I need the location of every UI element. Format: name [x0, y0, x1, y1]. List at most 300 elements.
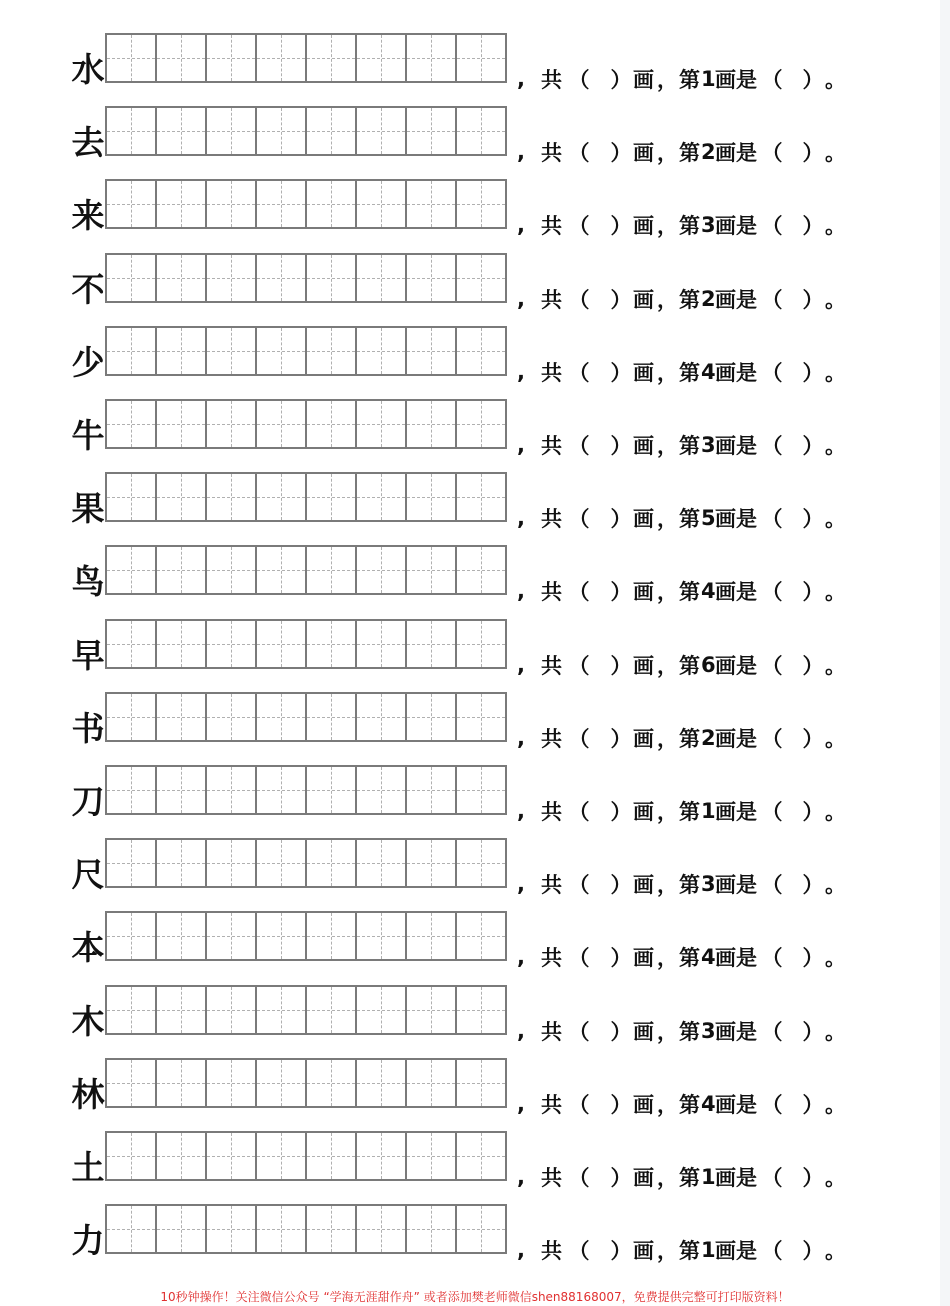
writing-cell[interactable] [357, 1060, 407, 1106]
stroke-number: 4 [701, 945, 716, 969]
writing-cell[interactable] [307, 1206, 357, 1252]
writing-cell[interactable] [407, 913, 457, 959]
writing-cell[interactable] [157, 35, 207, 81]
answer-open-paren: （ [761, 288, 783, 312]
writing-cell[interactable] [257, 35, 307, 81]
writing-cell[interactable] [357, 401, 407, 447]
writing-cell[interactable] [257, 328, 307, 374]
writing-cell[interactable] [107, 621, 157, 667]
comma: ， [657, 507, 678, 531]
writing-grid[interactable] [105, 619, 507, 669]
writing-cell[interactable] [407, 621, 457, 667]
writing-cell[interactable] [257, 108, 307, 154]
writing-grid[interactable] [105, 545, 507, 595]
writing-cell[interactable] [407, 1060, 457, 1106]
stroke-is-word: 画是 [715, 214, 757, 238]
writing-cell[interactable] [307, 1060, 357, 1106]
writing-cell[interactable] [457, 987, 507, 1033]
comma: ， [657, 1020, 678, 1044]
writing-cell[interactable] [107, 255, 157, 301]
writing-cell[interactable] [107, 767, 157, 813]
writing-grid[interactable] [105, 1204, 507, 1254]
writing-cell[interactable] [457, 328, 507, 374]
stroke-number: 5 [701, 506, 716, 530]
writing-cell[interactable] [457, 1206, 507, 1252]
page-edge [940, 0, 950, 1306]
answer-open-paren: （ [568, 141, 590, 165]
writing-cell[interactable] [407, 255, 457, 301]
comma: , [517, 579, 525, 603]
stroke-number: 2 [701, 140, 716, 164]
comma: , [517, 506, 525, 530]
writing-cell[interactable] [107, 987, 157, 1033]
answer-close-paren: ） [802, 727, 824, 751]
writing-cell[interactable] [107, 1206, 157, 1252]
answer-close-paren: ） [802, 946, 824, 970]
stroke-question [517, 866, 847, 902]
period: 。 [825, 361, 846, 385]
writing-cell[interactable] [407, 108, 457, 154]
writing-cell[interactable] [207, 401, 257, 447]
writing-cell[interactable] [407, 547, 457, 593]
answer-open-paren: （ [568, 654, 590, 678]
comma: , [517, 726, 525, 750]
writing-cell[interactable] [257, 547, 307, 593]
stroke-question [517, 1013, 847, 1049]
answer-close-paren: ） [802, 214, 824, 238]
writing-cell[interactable] [407, 181, 457, 227]
total-word: 共 [541, 800, 562, 824]
writing-cell[interactable] [107, 401, 157, 447]
period: 。 [825, 727, 846, 751]
answer-open-paren: （ [761, 68, 783, 92]
writing-cell[interactable] [357, 474, 407, 520]
stroke-word: 画 [633, 580, 654, 604]
writing-grid[interactable] [105, 1131, 507, 1181]
answer-open-paren: （ [761, 580, 783, 604]
writing-cell[interactable] [307, 401, 357, 447]
answer-open-paren: （ [761, 361, 783, 385]
answer-open-paren: （ [761, 800, 783, 824]
comma: ， [657, 1093, 678, 1117]
writing-cell[interactable] [407, 401, 457, 447]
writing-grid[interactable] [105, 838, 507, 888]
answer-open-paren: （ [568, 434, 590, 458]
answer-close-paren: ） [802, 1166, 824, 1190]
period: 。 [825, 507, 846, 531]
period: 。 [825, 1020, 846, 1044]
answer-close-paren: ） [802, 873, 824, 897]
total-word: 共 [541, 361, 562, 385]
stroke-number: 3 [701, 872, 716, 896]
ordinal-word: 第 [679, 1093, 700, 1117]
answer-close-paren: ） [610, 873, 632, 897]
writing-cell[interactable] [107, 181, 157, 227]
stroke-number: 1 [701, 1165, 716, 1189]
writing-cell[interactable] [357, 547, 407, 593]
answer-open-paren: （ [761, 946, 783, 970]
stroke-is-word: 画是 [715, 507, 757, 531]
period: 。 [825, 873, 846, 897]
writing-cell[interactable] [357, 1133, 407, 1179]
stroke-word: 画 [633, 800, 654, 824]
footer-note: 10秒钟操作！关注微信公众号 “学海无涯甜作舟” 或者添加樊老师微信shen88168007，免费提供完整可打印版资料！ [160, 1290, 790, 1304]
total-word: 共 [541, 141, 562, 165]
character-label: 木 [71, 1002, 105, 1041]
writing-cell[interactable] [407, 767, 457, 813]
comma: , [517, 140, 525, 164]
stroke-word: 画 [633, 288, 654, 312]
writing-cell[interactable] [107, 35, 157, 81]
total-word: 共 [541, 434, 562, 458]
comma: , [517, 287, 525, 311]
answer-close-paren: ） [610, 361, 632, 385]
writing-cell[interactable] [107, 328, 157, 374]
writing-cell[interactable] [457, 474, 507, 520]
writing-cell[interactable] [307, 913, 357, 959]
stroke-is-word: 画是 [715, 800, 757, 824]
writing-cell[interactable] [457, 255, 507, 301]
writing-cell[interactable] [107, 547, 157, 593]
writing-cell[interactable] [157, 987, 207, 1033]
stroke-number: 1 [701, 67, 716, 91]
comma: ， [657, 580, 678, 604]
writing-cell[interactable] [107, 913, 157, 959]
writing-cell[interactable] [307, 987, 357, 1033]
character-label: 去 [71, 123, 105, 162]
answer-open-paren: （ [761, 507, 783, 531]
stroke-number: 4 [701, 1092, 716, 1116]
writing-cell[interactable] [457, 840, 507, 886]
answer-open-paren: （ [568, 1166, 590, 1190]
writing-cell[interactable] [207, 108, 257, 154]
period: 。 [825, 1093, 846, 1117]
answer-close-paren: ） [610, 800, 632, 824]
stroke-is-word: 画是 [715, 68, 757, 92]
writing-cell[interactable] [157, 401, 207, 447]
character-label: 鸟 [71, 562, 105, 601]
answer-open-paren: （ [568, 1020, 590, 1044]
writing-cell[interactable] [407, 694, 457, 740]
stroke-number: 3 [701, 1019, 716, 1043]
writing-cell[interactable] [107, 694, 157, 740]
period: 。 [825, 654, 846, 678]
stroke-word: 画 [633, 361, 654, 385]
writing-cell[interactable] [307, 547, 357, 593]
stroke-row [0, 985, 950, 1058]
comma: ， [657, 361, 678, 385]
writing-cell[interactable] [457, 913, 507, 959]
writing-grid[interactable] [105, 1058, 507, 1108]
writing-cell[interactable] [357, 987, 407, 1033]
total-word: 共 [541, 946, 562, 970]
writing-cell[interactable] [407, 1206, 457, 1252]
period: 。 [825, 800, 846, 824]
writing-cell[interactable] [207, 35, 257, 81]
stroke-row [0, 545, 950, 618]
comma: , [517, 1165, 525, 1189]
stroke-is-word: 画是 [715, 361, 757, 385]
writing-cell[interactable] [407, 840, 457, 886]
writing-cell[interactable] [257, 840, 307, 886]
stroke-word: 画 [633, 1093, 654, 1117]
writing-cell[interactable] [207, 1133, 257, 1179]
writing-cell[interactable] [207, 474, 257, 520]
writing-cell[interactable] [157, 913, 207, 959]
writing-cell[interactable] [207, 621, 257, 667]
answer-open-paren: （ [761, 434, 783, 458]
character-label: 牛 [71, 416, 105, 455]
writing-cell[interactable] [107, 840, 157, 886]
writing-cell[interactable] [207, 694, 257, 740]
writing-cell[interactable] [457, 35, 507, 81]
answer-open-paren: （ [568, 361, 590, 385]
total-word: 共 [541, 654, 562, 678]
writing-cell[interactable] [357, 255, 407, 301]
comma: , [517, 213, 525, 237]
writing-cell[interactable] [307, 474, 357, 520]
writing-cell[interactable] [457, 547, 507, 593]
character-label: 果 [71, 489, 105, 528]
writing-cell[interactable] [307, 328, 357, 374]
stroke-question [517, 1232, 847, 1268]
writing-cell[interactable] [257, 1060, 307, 1106]
writing-cell[interactable] [207, 913, 257, 959]
answer-open-paren: （ [568, 507, 590, 531]
stroke-is-word: 画是 [715, 434, 757, 458]
writing-grid[interactable] [105, 33, 507, 83]
writing-cell[interactable] [307, 694, 357, 740]
writing-cell[interactable] [157, 694, 207, 740]
writing-cell[interactable] [107, 1133, 157, 1179]
stroke-word: 画 [633, 654, 654, 678]
answer-open-paren: （ [568, 1093, 590, 1117]
period: 。 [825, 288, 846, 312]
writing-cell[interactable] [257, 401, 307, 447]
writing-cell[interactable] [257, 181, 307, 227]
stroke-row [0, 911, 950, 984]
writing-cell[interactable] [357, 913, 407, 959]
writing-grid[interactable] [105, 985, 507, 1035]
writing-cell[interactable] [257, 621, 307, 667]
writing-cell[interactable] [257, 1206, 307, 1252]
answer-open-paren: （ [568, 873, 590, 897]
writing-cell[interactable] [157, 840, 207, 886]
stroke-is-word: 画是 [715, 1166, 757, 1190]
stroke-row [0, 692, 950, 765]
writing-cell[interactable] [457, 401, 507, 447]
writing-cell[interactable] [157, 108, 207, 154]
writing-cell[interactable] [207, 328, 257, 374]
writing-cell[interactable] [207, 1060, 257, 1106]
writing-cell[interactable] [157, 255, 207, 301]
writing-grid[interactable] [105, 765, 507, 815]
ordinal-word: 第 [679, 1166, 700, 1190]
stroke-is-word: 画是 [715, 580, 757, 604]
writing-cell[interactable] [157, 547, 207, 593]
character-label: 少 [71, 343, 105, 382]
answer-open-paren: （ [761, 873, 783, 897]
comma: ， [657, 1166, 678, 1190]
writing-cell[interactable] [207, 1206, 257, 1252]
stroke-question [517, 1086, 847, 1122]
writing-cell[interactable] [257, 987, 307, 1033]
writing-cell[interactable] [307, 621, 357, 667]
writing-grid[interactable] [105, 692, 507, 742]
stroke-question [517, 354, 847, 390]
writing-cell[interactable] [157, 1206, 207, 1252]
stroke-question [517, 573, 847, 609]
stroke-is-word: 画是 [715, 873, 757, 897]
writing-grid[interactable] [105, 326, 507, 376]
answer-close-paren: ） [802, 1239, 824, 1263]
stroke-question [517, 500, 847, 536]
writing-cell[interactable] [457, 1060, 507, 1106]
writing-cell[interactable] [157, 1060, 207, 1106]
writing-cell[interactable] [457, 621, 507, 667]
writing-cell[interactable] [157, 1133, 207, 1179]
writing-cell[interactable] [207, 987, 257, 1033]
writing-cell[interactable] [257, 255, 307, 301]
writing-cell[interactable] [357, 1206, 407, 1252]
ordinal-word: 第 [679, 1020, 700, 1044]
writing-cell[interactable] [307, 35, 357, 81]
writing-cell[interactable] [257, 474, 307, 520]
period: 。 [825, 1166, 846, 1190]
writing-cell[interactable] [257, 694, 307, 740]
writing-cell[interactable] [357, 35, 407, 81]
answer-close-paren: ） [802, 361, 824, 385]
comma: , [517, 653, 525, 677]
stroke-is-word: 画是 [715, 288, 757, 312]
writing-cell[interactable] [407, 474, 457, 520]
stroke-word: 画 [633, 141, 654, 165]
stroke-is-word: 画是 [715, 946, 757, 970]
stroke-row [0, 838, 950, 911]
stroke-row [0, 1058, 950, 1131]
stroke-number: 3 [701, 433, 716, 457]
writing-cell[interactable] [357, 767, 407, 813]
writing-cell[interactable] [457, 108, 507, 154]
comma: ， [657, 214, 678, 238]
writing-cell[interactable] [257, 767, 307, 813]
ordinal-word: 第 [679, 434, 700, 458]
stroke-question [517, 647, 847, 683]
writing-cell[interactable] [157, 328, 207, 374]
writing-cell[interactable] [107, 108, 157, 154]
answer-open-paren: （ [568, 68, 590, 92]
writing-cell[interactable] [357, 108, 407, 154]
stroke-row [0, 765, 950, 838]
writing-cell[interactable] [457, 1133, 507, 1179]
writing-grid[interactable] [105, 399, 507, 449]
writing-cell[interactable] [357, 328, 407, 374]
writing-cell[interactable] [357, 621, 407, 667]
writing-cell[interactable] [307, 767, 357, 813]
answer-close-paren: ） [802, 288, 824, 312]
writing-cell[interactable] [157, 621, 207, 667]
stroke-number: 2 [701, 726, 716, 750]
ordinal-word: 第 [679, 141, 700, 165]
stroke-is-word: 画是 [715, 654, 757, 678]
answer-close-paren: ） [610, 580, 632, 604]
stroke-row [0, 1131, 950, 1204]
total-word: 共 [541, 580, 562, 604]
character-label: 力 [71, 1221, 105, 1260]
writing-cell[interactable] [157, 474, 207, 520]
writing-cell[interactable] [407, 328, 457, 374]
period: 。 [825, 68, 846, 92]
writing-cell[interactable] [207, 767, 257, 813]
stroke-row [0, 399, 950, 472]
writing-grid[interactable] [105, 179, 507, 229]
answer-open-paren: （ [761, 654, 783, 678]
answer-close-paren: ） [610, 434, 632, 458]
writing-cell[interactable] [257, 1133, 307, 1179]
stroke-question [517, 207, 847, 243]
answer-open-paren: （ [568, 214, 590, 238]
writing-grid[interactable] [105, 253, 507, 303]
stroke-number: 1 [701, 799, 716, 823]
writing-cell[interactable] [307, 255, 357, 301]
writing-cell[interactable] [407, 987, 457, 1033]
writing-cell[interactable] [307, 840, 357, 886]
ordinal-word: 第 [679, 507, 700, 531]
writing-cell[interactable] [107, 474, 157, 520]
character-label: 土 [71, 1148, 105, 1187]
writing-cell[interactable] [457, 767, 507, 813]
writing-cell[interactable] [157, 767, 207, 813]
writing-cell[interactable] [307, 108, 357, 154]
comma: ， [657, 727, 678, 751]
writing-cell[interactable] [457, 694, 507, 740]
comma: ， [657, 946, 678, 970]
answer-open-paren: （ [568, 800, 590, 824]
writing-cell[interactable] [157, 181, 207, 227]
writing-cell[interactable] [407, 1133, 457, 1179]
writing-cell[interactable] [257, 913, 307, 959]
period: 。 [825, 141, 846, 165]
stroke-word: 画 [633, 873, 654, 897]
period: 。 [825, 1239, 846, 1263]
answer-close-paren: ） [610, 946, 632, 970]
writing-cell[interactable] [357, 840, 407, 886]
writing-grid[interactable] [105, 106, 507, 156]
writing-cell[interactable] [107, 1060, 157, 1106]
answer-close-paren: ） [610, 68, 632, 92]
comma: , [517, 945, 525, 969]
writing-cell[interactable] [357, 694, 407, 740]
writing-cell[interactable] [307, 181, 357, 227]
writing-cell[interactable] [457, 181, 507, 227]
writing-grid[interactable] [105, 911, 507, 961]
writing-cell[interactable] [357, 181, 407, 227]
ordinal-word: 第 [679, 946, 700, 970]
writing-cell[interactable] [207, 547, 257, 593]
comma: ， [657, 654, 678, 678]
total-word: 共 [541, 873, 562, 897]
writing-cell[interactable] [207, 181, 257, 227]
writing-grid[interactable] [105, 472, 507, 522]
stroke-word: 画 [633, 1239, 654, 1263]
answer-open-paren: （ [761, 727, 783, 751]
writing-cell[interactable] [207, 255, 257, 301]
writing-cell[interactable] [207, 840, 257, 886]
answer-close-paren: ） [802, 141, 824, 165]
writing-cell[interactable] [407, 35, 457, 81]
total-word: 共 [541, 1239, 562, 1263]
writing-cell[interactable] [307, 1133, 357, 1179]
